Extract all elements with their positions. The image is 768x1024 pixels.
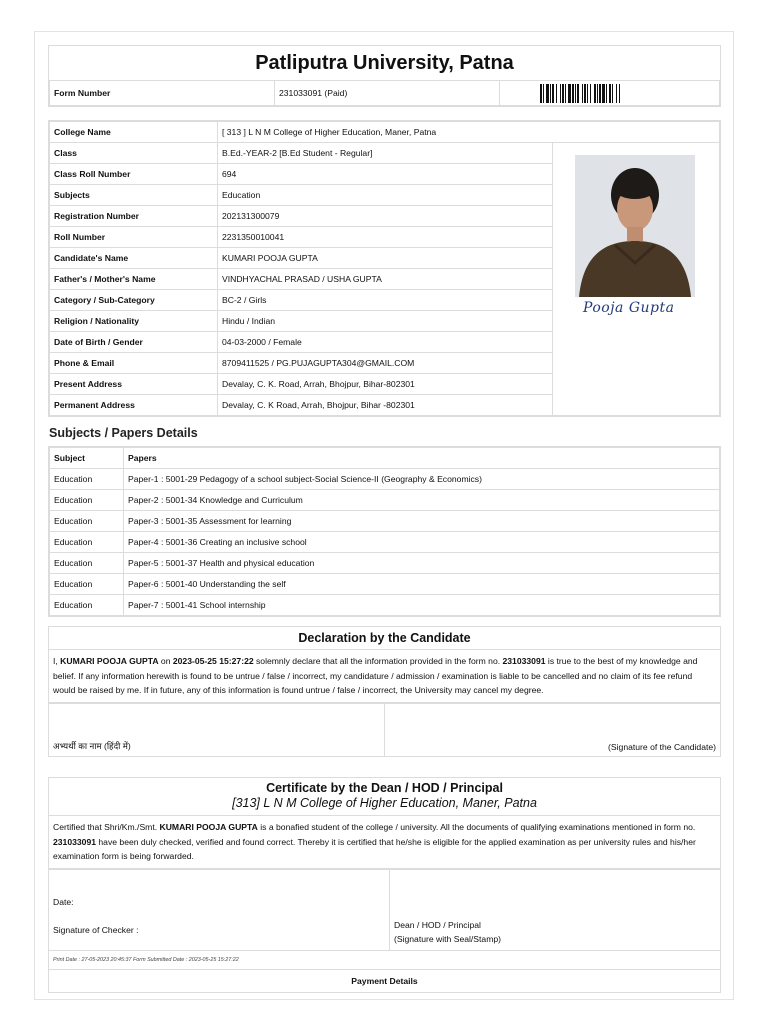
hindi-name-label: अभ्यर्थी का नाम (हिंदी में) — [49, 703, 385, 756]
subject-cell: Education — [50, 595, 124, 616]
subject-cell: Education — [50, 490, 124, 511]
dean-cell — [390, 869, 721, 950]
paper-cell: Paper-7 : 5001-41 School internship — [124, 595, 720, 616]
detail-label: College Name — [50, 122, 218, 143]
declaration-text — [49, 650, 720, 703]
subjects-header-cell: Subject — [50, 448, 124, 469]
candidate-photo — [575, 155, 695, 297]
university-title: Patliputra University, Patna — [255, 52, 514, 74]
detail-value: 202131300079 — [218, 206, 553, 227]
dean-label: Dean / HOD / Principal — [394, 919, 481, 930]
paper-cell: Paper-5 : 5001-37 Health and physical education — [124, 553, 720, 574]
person-photo-icon — [575, 155, 695, 297]
detail-label: Permanent Address — [50, 395, 218, 416]
certificate-title: Certificate by the Dean / HOD / Principal — [266, 781, 503, 795]
certificate-text-part: is a bonafied student of the college / university. All the documents of qualifying examinations mentioned in form no. — [257, 822, 696, 832]
subjects-header-row — [50, 448, 720, 469]
subjects-papers — [48, 446, 721, 617]
detail-label: Date of Birth / Gender — [50, 332, 218, 353]
table-row — [50, 574, 720, 595]
paper-cell: Paper-4 : 5001-36 Creating an inclusive school — [124, 532, 720, 553]
candidate-signature-label: (Signature of the Candidate) — [385, 703, 721, 756]
subjects-section-title: Subjects / Papers Details — [49, 426, 198, 440]
paper-cell: Paper-1 : 5001-29 Pedagogy of a school subject-Social Science-II (Geography & Economics) — [124, 469, 720, 490]
declaration-text-part: is true to the best of my knowledge and belief. If any information herewith is found to be untrue / false / incorrect, my candidature / admission / examination is liable to be cancelled and no claim of its fee refund would be raised by me. If in future, any of this information is found untrue / false / incorrect, the University may cancel my degree. — [53, 656, 698, 695]
declaration-date: 2023-05-25 15:27:22 — [172, 656, 254, 666]
detail-value: 04-03-2000 / Female — [218, 332, 553, 353]
certificate-signature-row — [49, 869, 720, 992]
seal-label: (Signature with Seal/Stamp) — [394, 933, 501, 944]
photo-panel — [575, 155, 695, 330]
detail-label: Class — [50, 143, 218, 164]
detail-value: Education — [218, 185, 553, 206]
detail-label: Class Roll Number — [50, 164, 218, 185]
table-row — [50, 532, 720, 553]
certificate-text — [49, 816, 720, 869]
declaration-signature-row — [49, 703, 720, 756]
detail-value: 2231350010041 — [218, 227, 553, 248]
barcode-bar — [620, 84, 621, 103]
certificate-header — [49, 778, 720, 816]
detail-row — [50, 122, 720, 143]
table-row — [50, 595, 720, 616]
detail-value: Devalay, C. K Road, Arrah, Bhojpur, Bihar -802301 — [218, 395, 553, 416]
declaration-form-number: 231033091 — [502, 656, 546, 666]
certificate-college: [313] L N M College of Higher Education, Maner, Patna — [232, 796, 537, 810]
detail-value: Hindu / Indian — [218, 311, 553, 332]
certificate-candidate-name: KUMARI POOJA GUPTA — [159, 822, 258, 832]
form-header — [48, 45, 721, 107]
detail-value: 694 — [218, 164, 553, 185]
certificate-form-number: 231033091 — [53, 836, 97, 847]
detail-label: Subjects — [50, 185, 218, 206]
date-label: Date: — [53, 896, 74, 907]
signature-text: Pooja Gupta — [583, 300, 675, 316]
form-number-value: 231033091 (Paid) — [275, 81, 500, 106]
detail-label: Father's / Mother's Name — [50, 269, 218, 290]
paper-cell: Paper-6 : 5001-40 Understanding the self — [124, 574, 720, 595]
detail-label: Religion / Nationality — [50, 311, 218, 332]
declaration-box — [48, 626, 721, 757]
detail-label: Phone & Email — [50, 353, 218, 374]
subject-cell: Education — [50, 511, 124, 532]
declaration-text-part: I, — [53, 656, 61, 666]
table-row — [50, 490, 720, 511]
certificate-box — [48, 777, 721, 993]
detail-value: B.Ed.-YEAR-2 [B.Ed Student - Regular] — [218, 143, 553, 164]
form-number-table — [49, 80, 720, 106]
declaration-text-part: solemnly declare that all the information provided in the form no. — [253, 656, 503, 666]
detail-value: Devalay, C. K. Road, Arrah, Bhojpur, Bihar-802301 — [218, 374, 553, 395]
detail-label: Roll Number — [50, 227, 218, 248]
declaration-text-part: on — [158, 656, 173, 666]
subjects-table — [49, 447, 720, 616]
detail-value: VINDHYACHAL PRASAD / USHA GUPTA — [218, 269, 553, 290]
form-number-label: Form Number — [50, 81, 275, 106]
table-row — [50, 553, 720, 574]
barcode-cell — [500, 81, 720, 106]
detail-value: KUMARI POOJA GUPTA — [218, 248, 553, 269]
certificate-text-part: have been duly checked, verified and found correct. Thereby it is certified that he/she is eligible for the applied examination as per university rules and his/her examination form is being forwarded. — [53, 836, 696, 861]
candidate-signature — [575, 297, 695, 330]
paper-cell: Paper-3 : 5001-35 Assessment for learning — [124, 511, 720, 532]
detail-value: BC-2 / Girls — [218, 290, 553, 311]
checker-cell — [49, 869, 390, 950]
barcode-icon — [540, 84, 680, 103]
subject-cell: Education — [50, 469, 124, 490]
subjects-header-cell: Papers — [124, 448, 720, 469]
exam-form-page — [34, 31, 734, 1000]
paper-cell: Paper-2 : 5001-34 Knowledge and Curriculum — [124, 490, 720, 511]
payment-details-title: Payment Details — [351, 975, 418, 986]
declaration-candidate-name: KUMARI POOJA GUPTA — [60, 656, 159, 666]
certificate-text-part: Certified that Shri/Km./Smt. — [53, 822, 160, 832]
checker-label: Signature of Checker : — [53, 924, 139, 935]
table-row — [50, 511, 720, 532]
detail-label: Present Address — [50, 374, 218, 395]
detail-label: Candidate's Name — [50, 248, 218, 269]
subject-cell: Education — [50, 532, 124, 553]
table-row — [50, 469, 720, 490]
subject-cell: Education — [50, 553, 124, 574]
subject-cell: Education — [50, 574, 124, 595]
detail-value: 8709411525 / PG.PUJAGUPTA304@GMAIL.COM — [218, 353, 553, 374]
print-info: Print Date : 27-05-2023 20:45:37 Form Submitted Date : 2023-05-25 15:27:22 — [49, 950, 720, 969]
detail-value: [ 313 ] L N M College of Higher Education, Maner, Patna — [218, 122, 720, 143]
detail-label: Category / Sub-Category — [50, 290, 218, 311]
detail-label: Registration Number — [50, 206, 218, 227]
declaration-title: Declaration by the Candidate — [49, 627, 720, 650]
